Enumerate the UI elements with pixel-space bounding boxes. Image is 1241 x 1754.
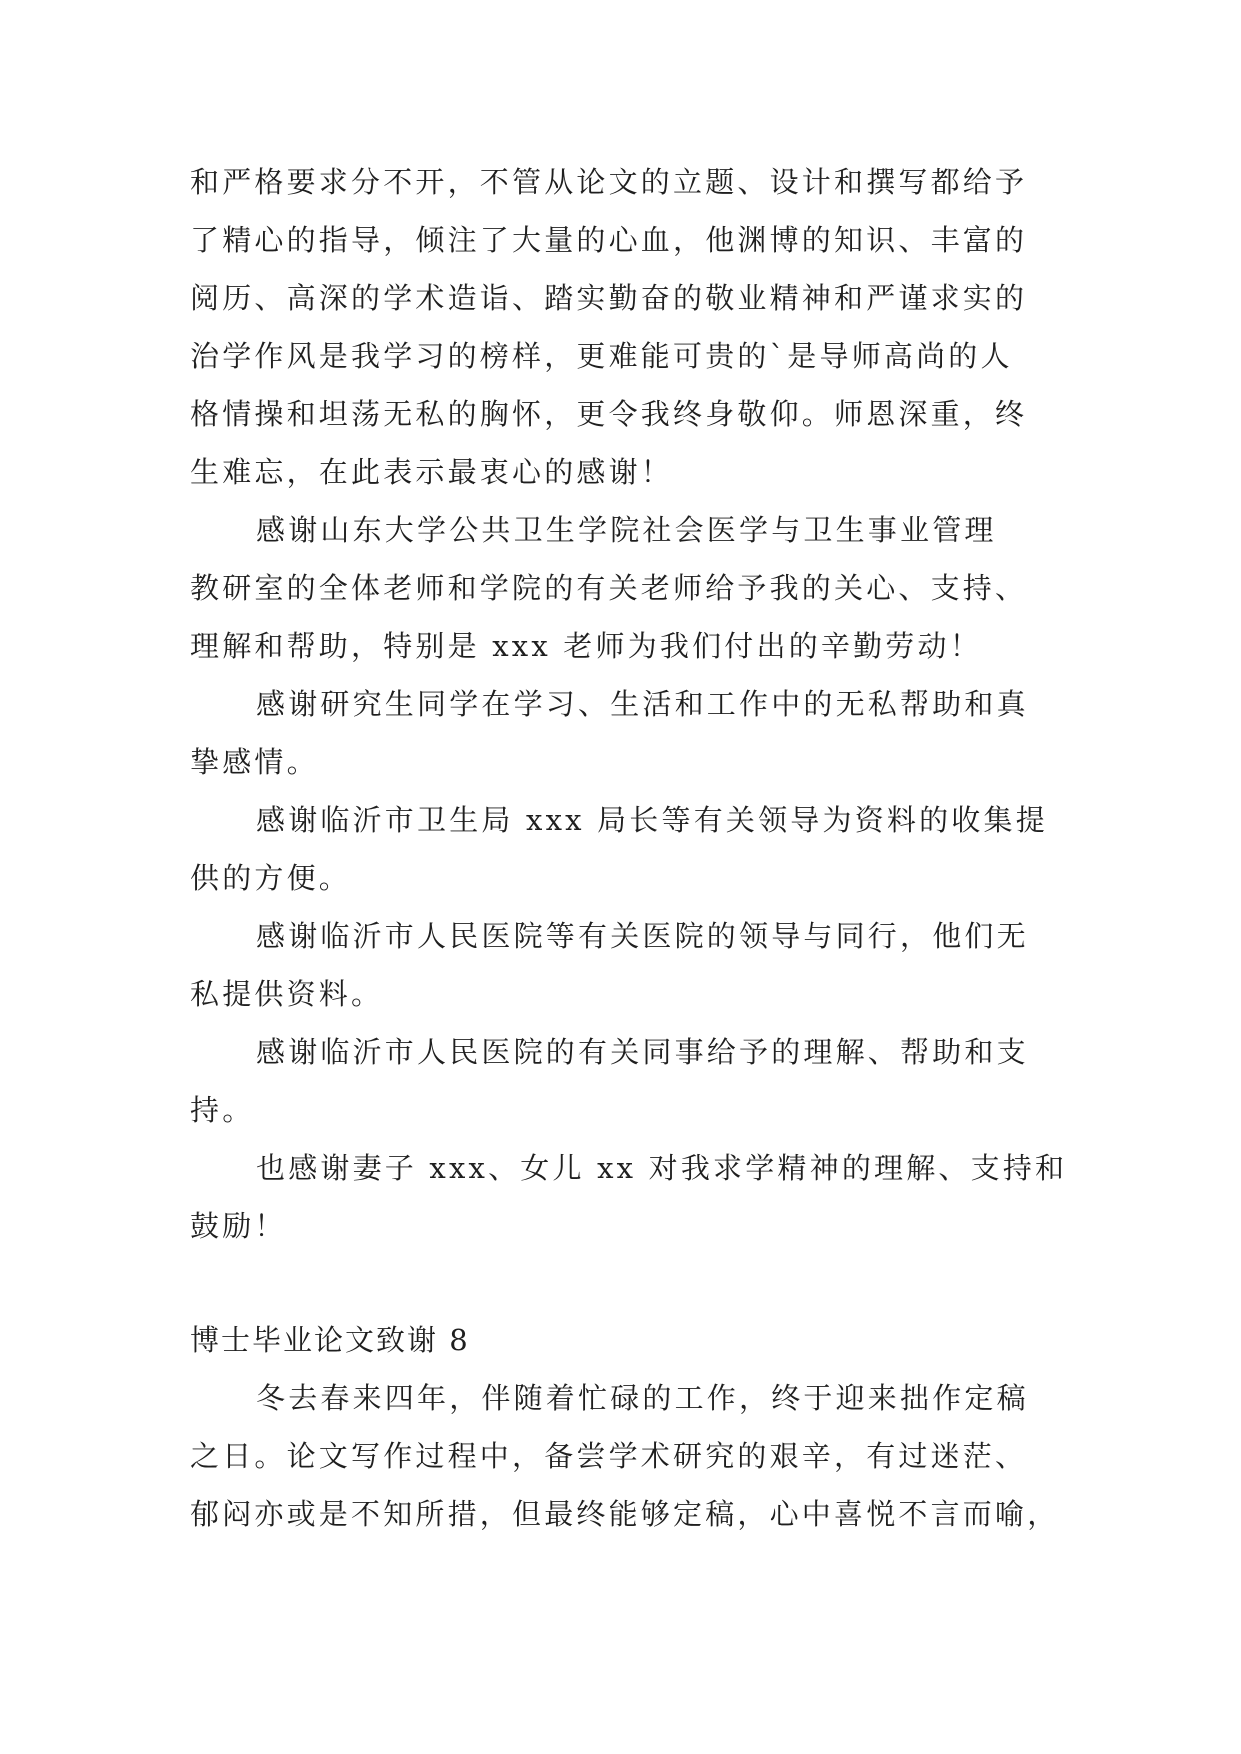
text-line: 格情操和坦荡无私的胸怀，更令我终身敬仰。师恩深重，终 <box>190 397 1028 431</box>
paragraph-first-line: 冬去春来四年，伴随着忙碌的工作，终于迎来拙作定稿 <box>256 1381 1029 1415</box>
paragraph-first-line: 也感谢妻子 xxx、女儿 xx 对我求学精神的理解、支持和 <box>256 1151 1068 1185</box>
text-line: 教研室的全体老师和学院的有关老师给予我的关心、支持、 <box>190 571 1028 605</box>
text-line: 和严格要求分不开，不管从论文的立题、设计和撰写都给予 <box>190 165 1028 199</box>
text-line: 郁闷亦或是不知所措，但最终能够定稿，心中喜悦不言而喻， <box>190 1497 1060 1531</box>
text-line: 持。 <box>190 1093 255 1127</box>
text-line: 了精心的指导，倾注了大量的心血，他渊博的知识、丰富的 <box>190 223 1028 257</box>
text-line: 治学作风是我学习的榜样，更难能可贵的`是导师高尚的人 <box>190 339 1013 373</box>
text-line: 之日。论文写作过程中，备尝学术研究的艰辛，有过迷茫、 <box>190 1439 1028 1473</box>
paragraph-first-line: 感谢临沂市人民医院等有关医院的领导与同行，他们无 <box>256 919 1029 953</box>
paragraph-first-line: 感谢研究生同学在学习、生活和工作中的无私帮助和真 <box>256 687 1029 721</box>
text-line: 生难忘，在此表示最衷心的感谢！ <box>190 455 674 489</box>
text-line: 阅历、高深的学术造诣、踏实勤奋的敬业精神和严谨求实的 <box>190 281 1028 315</box>
paragraph-first-line: 感谢山东大学公共卫生学院社会医学与卫生事业管理 <box>256 513 997 547</box>
paragraph-first-line: 感谢临沂市卫生局 xxx 局长等有关领导为资料的收集提 <box>256 803 1048 837</box>
text-line: 挚感情。 <box>190 745 319 779</box>
text-line: 鼓励！ <box>190 1209 287 1243</box>
paragraph-first-line: 感谢临沂市人民医院的有关同事给予的理解、帮助和支 <box>256 1035 1029 1069</box>
text-line: 供的方便。 <box>190 861 352 895</box>
text-line: 理解和帮助，特别是 xxx 老师为我们付出的辛勤劳动！ <box>190 629 982 663</box>
section-heading: 博士毕业论文致谢 8 <box>190 1323 470 1357</box>
text-line: 私提供资料。 <box>190 977 384 1011</box>
